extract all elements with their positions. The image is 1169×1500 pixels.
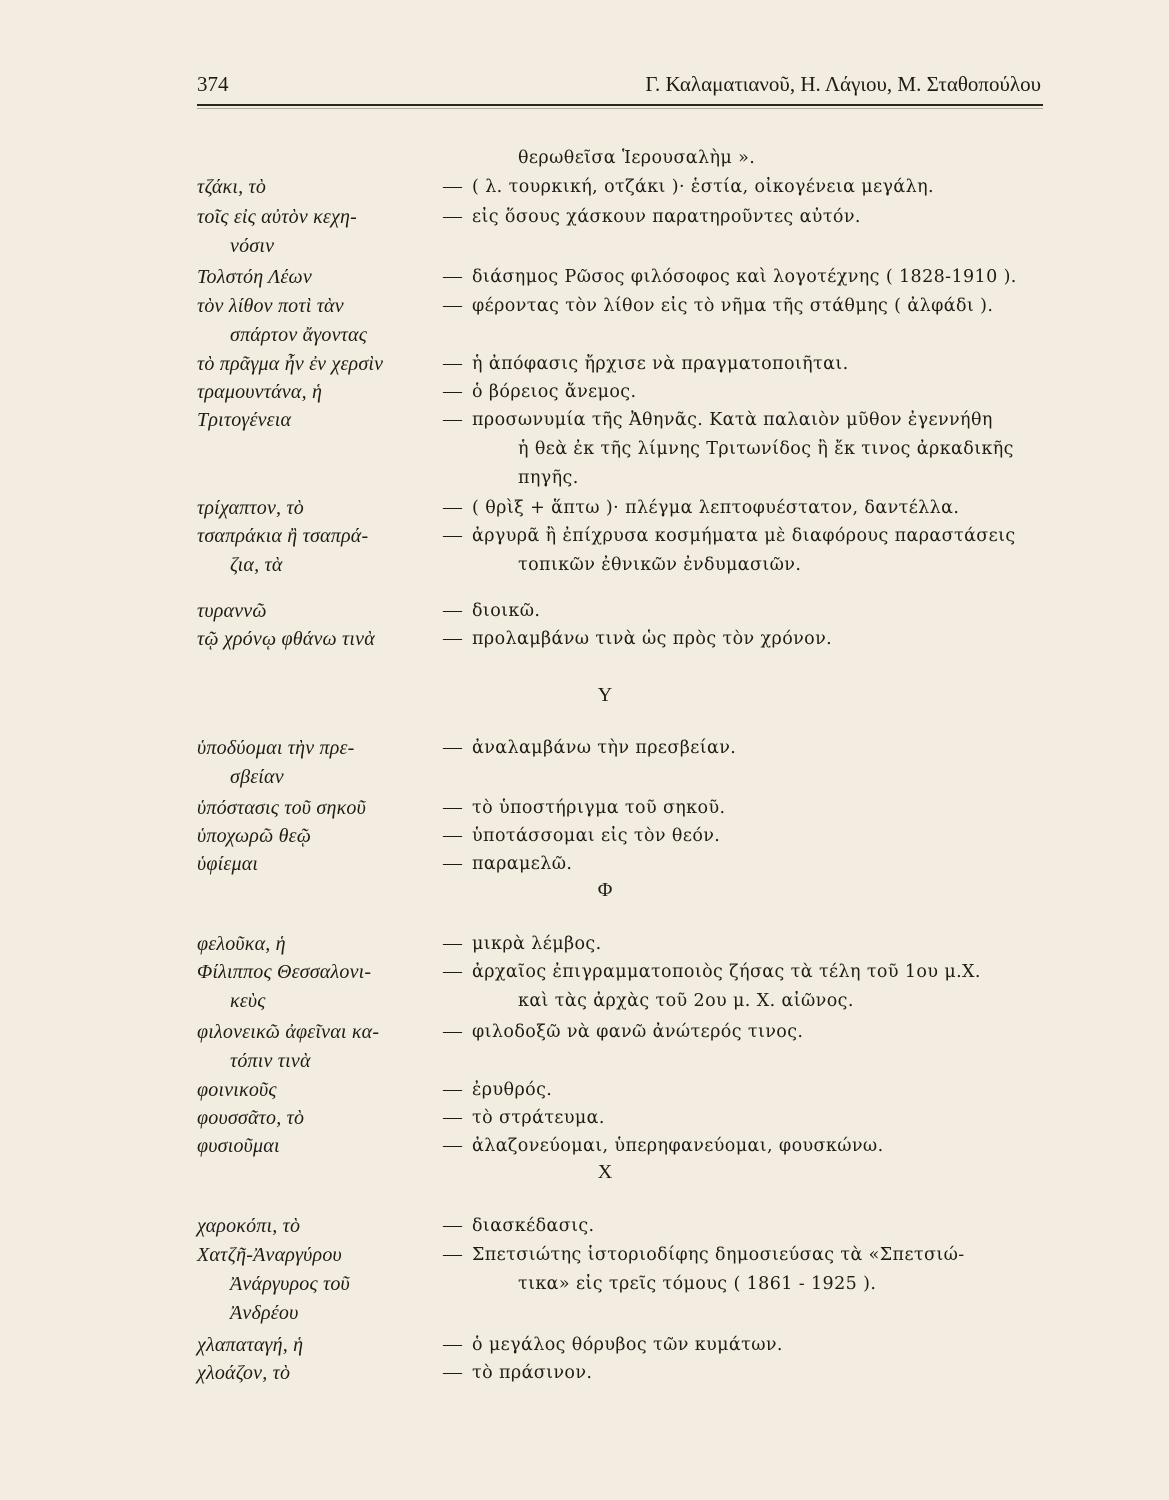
- entry-dash: —: [443, 497, 462, 518]
- entry-definition: ἀλαζονεύομαι, ὑπερηφανεύομαι, φουσκώνω.: [472, 1136, 884, 1156]
- entry-definition: εἰς ὅσους χάσκουν παρατηροῦντες αὐτόν.: [472, 207, 861, 227]
- entry-dash: —: [443, 853, 462, 874]
- entry-definition: ὁ βόρειος ἄνεμος.: [472, 382, 637, 402]
- entry-definition: διασκέδασις.: [472, 1216, 595, 1236]
- entry-definition: ἀναλαμβάνω τὴν πρεσβείαν.: [472, 738, 737, 758]
- entry-definition: ἐρυθρός.: [472, 1080, 553, 1100]
- entry-definition: διάσημος Ρῶσος φιλόσοφος καὶ λογοτέχνης ( 1828-1910 ).: [472, 267, 1017, 287]
- entry-definition: ἡ θεὰ ἐκ τῆς λίμνης Τριτωνίδος ἢ ἔκ τινος ἀρκαδικῆς: [518, 439, 1014, 459]
- entry-dash: —: [443, 381, 462, 402]
- header-rule-shadow: [197, 108, 1043, 109]
- entry-term: κεὺς: [230, 990, 266, 1012]
- entry-term: σπάρτον ἄγοντας: [230, 324, 368, 346]
- section-letter: Υ: [597, 684, 613, 706]
- entry-definition: προσωνυμία τῆς Ἀθηνᾶς. Κατὰ παλαιὸν μῦθον ἐγεννήθη: [472, 410, 993, 430]
- entry-term: Χατζῆ-Ἀναργύρου: [197, 1244, 342, 1266]
- entry-definition: τὸ ὑποστήριγμα τοῦ σηκοῦ.: [472, 798, 726, 818]
- entry-term: τὸ πρᾶγμα ἦν ἐν χερσὶν: [197, 353, 384, 375]
- entry-term: φελοῦκα, ἡ: [197, 933, 286, 955]
- header-rule: [197, 104, 1043, 106]
- entry-term: σβείαν: [230, 766, 284, 788]
- entry-dash: —: [443, 525, 462, 546]
- entry-dash: —: [443, 266, 462, 287]
- entry-definition: ὁ μεγάλος θόρυβος τῶν κυμάτων.: [472, 1335, 783, 1355]
- running-header: [197, 72, 1041, 106]
- entry-term: ὑπόστασις τοῦ σηκοῦ: [197, 797, 366, 819]
- entry-definition: φέροντας τὸν λίθον εἰς τὸ νῆμα τῆς στάθμης ( ἀλφάδι ).: [472, 296, 994, 316]
- entry-term: χλοάζον, τὸ: [197, 1362, 291, 1384]
- page-number: 374: [197, 72, 229, 96]
- entry-term: φιλονεικῶ ἀφεῖναι κα-: [197, 1021, 380, 1043]
- entry-term: ὑφίεμαι: [197, 853, 259, 875]
- entry-term: ζια, τὰ: [230, 554, 283, 576]
- entry-term: Ἀνάργυρος τοῦ: [230, 1273, 350, 1295]
- entry-term: Τολστόη Λέων: [197, 266, 312, 288]
- entry-term: χαροκόπι, τὸ: [197, 1215, 301, 1237]
- entry-dash: —: [443, 1362, 462, 1383]
- entry-term: τρίχαπτον, τὸ: [197, 497, 305, 519]
- entry-definition: καὶ τὰς ἀρχὰς τοῦ 2ου μ. Χ. αἰῶνος.: [518, 991, 854, 1011]
- entry-definition: ( λ. τουρκική, οτζάκι )· ἑστία, οἰκογένεια μεγάλη.: [472, 177, 934, 197]
- entry-definition: πηγῆς.: [518, 468, 579, 488]
- entry-dash: —: [443, 797, 462, 818]
- entry-definition: ἀρχαῖος ἐπιγραμματοποιὸς ζήσας τὰ τέλη τοῦ 1ου μ.Χ.: [472, 962, 981, 982]
- entry-dash: —: [443, 206, 462, 227]
- entry-definition: ἡ ἀπόφασις ἤρχισε νὰ πραγματοποιῆται.: [472, 354, 849, 374]
- entry-term: τσαπράκια ἢ τσαπρά-: [197, 525, 369, 547]
- entry-term: ὑποδύομαι τὴν πρε-: [197, 737, 355, 759]
- entry-dash: —: [443, 1334, 462, 1355]
- entry-term: φυσιοῦμαι: [197, 1135, 280, 1157]
- entry-definition: τικα» εἰς τρεῖς τόμους ( 1861 - 1925 ).: [518, 1274, 877, 1294]
- entry-dash: —: [443, 600, 462, 621]
- entry-dash: —: [443, 295, 462, 316]
- entry-dash: —: [443, 409, 462, 430]
- entry-dash: —: [443, 353, 462, 374]
- entry-dash: —: [443, 1079, 462, 1100]
- entry-dash: —: [443, 176, 462, 197]
- entry-definition: ὑποτάσσομαι εἰς τὸν θεόν.: [472, 826, 721, 846]
- entry-term: Φίλιππος Θεσσαλονι-: [197, 961, 372, 983]
- entry-dash: —: [443, 961, 462, 982]
- entry-term: νόσιν: [230, 235, 275, 257]
- entry-term: τοῖς εἰς αὐτὸν κεχη-: [197, 206, 357, 228]
- entry-term: τζάκι, τὸ: [197, 176, 267, 198]
- entry-definition: Σπετσιώτης ἱστοριοδίφης δημοσιεύσας τὰ «Σπετσιώ-: [472, 1245, 965, 1265]
- entry-term: φουσσᾶτο, τὸ: [197, 1107, 305, 1129]
- entry-dash: —: [443, 628, 462, 649]
- continuation-line: θερωθεῖσα Ἱερουσαλὴμ ».: [518, 148, 756, 168]
- entry-term: τυραννῶ: [197, 600, 267, 622]
- entry-definition: μικρὰ λέμβος.: [472, 934, 602, 954]
- entry-term: τὸν λίθον ποτὶ τὰν: [197, 295, 344, 317]
- entry-dash: —: [443, 1215, 462, 1236]
- section-letter: Χ: [597, 1161, 613, 1183]
- entry-term: τραμουντάνα, ἡ: [197, 381, 323, 403]
- entry-term: τῷ χρόνῳ φθάνω τινὰ: [197, 628, 375, 650]
- entry-dash: —: [443, 1021, 462, 1042]
- entry-dash: —: [443, 1107, 462, 1128]
- entry-term: ὑποχωρῶ θεῷ: [197, 825, 312, 847]
- entry-definition: προλαμβάνω τινὰ ὡς πρὸς τὸν χρόνον.: [472, 629, 833, 649]
- entry-dash: —: [443, 1244, 462, 1265]
- entry-definition: παραμελῶ.: [472, 854, 573, 874]
- entry-term: Τριτογένεια: [197, 409, 292, 431]
- entry-term: φοινικοῦς: [197, 1079, 277, 1101]
- entry-term: χλαπαταγή, ἡ: [197, 1334, 304, 1356]
- entry-definition: τὸ πράσινον.: [472, 1363, 593, 1383]
- running-authors: Γ. Καλαματιανοῦ, Η. Λάγιου, Μ. Σταθοπούλου: [645, 72, 1041, 96]
- entry-definition: ( θρὶξ + ἅπτω )· πλέγμα λεπτοφυέστατον, δαντέλλα.: [472, 498, 960, 518]
- entry-definition: διοικῶ.: [472, 601, 541, 621]
- section-letter: Φ: [597, 879, 613, 901]
- entry-dash: —: [443, 933, 462, 954]
- entry-definition: ἀργυρᾶ ἢ ἐπίχρυσα κοσμήματα μὲ διαφόρους παραστάσεις: [472, 526, 1016, 546]
- entry-definition: τοπικῶν ἐθνικῶν ἐνδυμασιῶν.: [518, 555, 802, 575]
- entry-dash: —: [443, 1135, 462, 1156]
- entry-dash: —: [443, 737, 462, 758]
- entry-term: τόπιν τινὰ: [230, 1050, 311, 1072]
- entry-dash: —: [443, 825, 462, 846]
- entry-term: Ἀνδρέου: [230, 1302, 299, 1324]
- entry-definition: τὸ στράτευμα.: [472, 1108, 605, 1128]
- entry-definition: φιλοδοξῶ νὰ φανῶ ἀνώτερός τινος.: [472, 1022, 804, 1042]
